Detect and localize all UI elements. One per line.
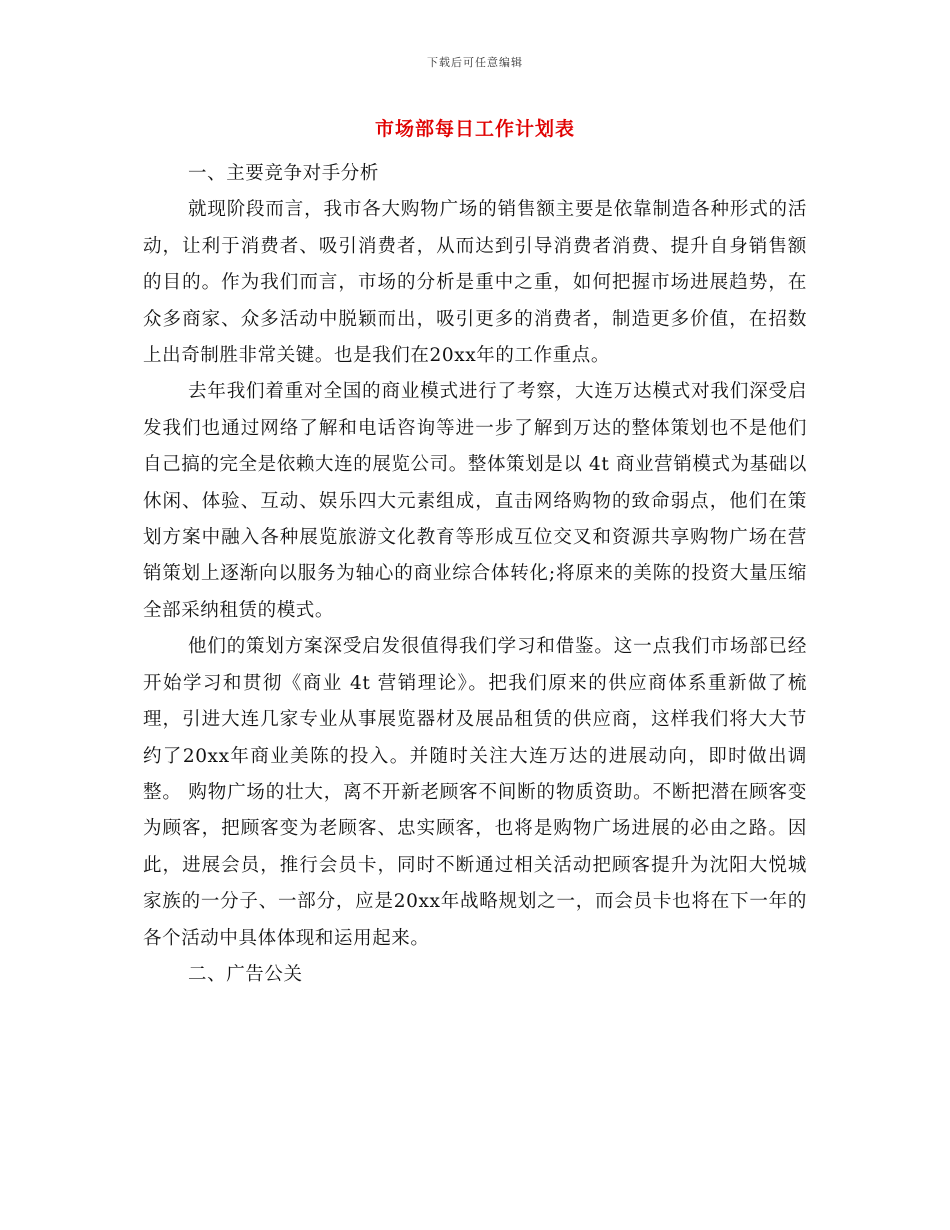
document-body [143,156,807,993]
document-title: 市场部每日工作计划表 [374,118,575,140]
paragraph-wanda-model: 去年我们着重对全国的商业模式进行了考察，大连万达模式对我们深受启发我们也通过网络了解和电话咨询等进一步了解到万达的整体策划也不是他们自己搞的完全是依赖大连的展览公司。整体策划是以 4t 商业营销模式为基础以休闲、体验、互动、娱乐四大元素组成，直击网络购物的致命弱点，他们在策划方案中融入各种展览旅游文化教育等形成互位交叉和资源共享购物广场在营销策划上逐渐向以服务为轴心的商业综合体转化;将原来的美陈的投资大量压缩全部采纳租赁的模式。 [143,381,807,621]
section-heading-advertising-pr: 二、广告公关 [188,963,303,985]
section-heading-competitor-analysis: 一、主要竞争对手分析 [188,163,380,184]
paragraph-market-situation: 就现阶段而言，我市各大购物广场的销售额主要是依靠制造各种形式的活动，让利于消费者、吸引消费者，从而达到引导消费者消费、提升自身销售额的目的。作为我们而言，市场的分析是重中之重，如何把握市场进展趋势，在众多商家、众多活动中脱颖而出，吸引更多的消费者，制造更多价值，在招数上出奇制胜非常关键。也是我们在20xx年的工作重点。 [143,199,807,367]
header-note: 下载后可任意编辑 [427,56,523,69]
paragraph-learning-and-membership: 他们的策划方案深受启发很值得我们学习和借鉴。这一点我们市场部已经开始学习和贯彻《商业 4t 营销理论》。把我们原来的供应商体系重新做了梳理，引进大连几家专业从事展览器材及展品租赁的供应商，这样我们将大大节约了20xx年商业美陈的投入。并随时关注大连万达的进展动向，即时做出调整。 购物广场的壮大，离不开新老顾客不间断的物质资助。不断把潜在顾客变为顾客，把顾客变为老顾客、忠实顾客，也将是购物广场进展的必由之路。因此，进展会员，推行会员卡，同时不断通过相关活动把顾客提升为沈阳大悦城家族的一分子、一部分，应是20xx年战略规划之一，而会员卡也将在下一年的各个活动中具体体现和运用起来。 [143,636,807,949]
